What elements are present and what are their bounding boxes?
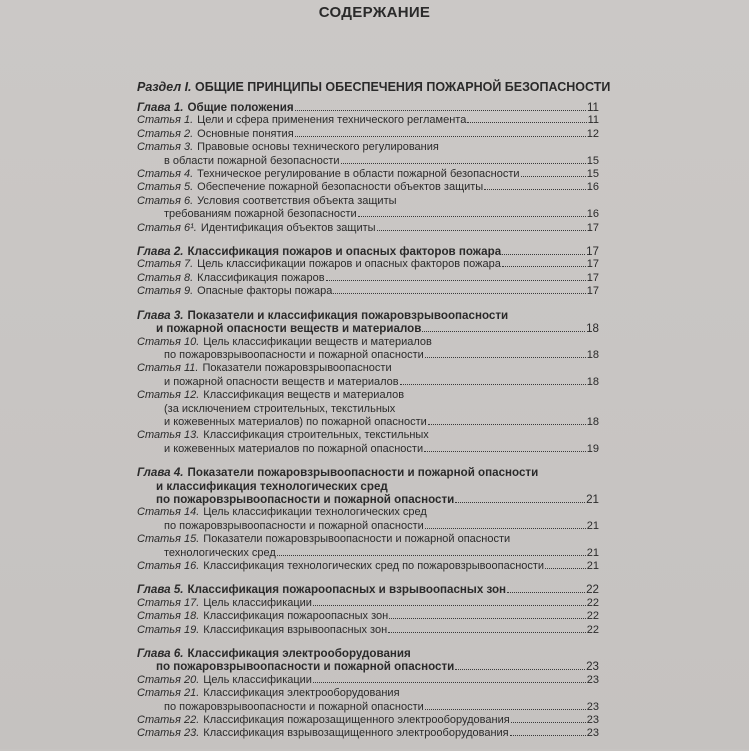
article-title-continued: и кожевенных материалов по пожарной опасности <box>164 442 424 455</box>
chapter-block <box>137 647 599 741</box>
chapter-block <box>137 101 599 235</box>
chapter-row <box>137 493 599 506</box>
article-title: Цель классификации веществ и материалов <box>203 335 432 348</box>
article-row <box>137 506 599 519</box>
article-row <box>137 349 599 362</box>
article-title: Классификация взрывоопасных зон <box>203 623 388 636</box>
dot-leader <box>295 136 586 137</box>
page-number: 15 <box>586 154 599 167</box>
article-row <box>137 362 599 375</box>
article-title: Показатели пожаровзрывоопасности <box>202 362 392 375</box>
dot-leader <box>467 122 586 123</box>
article-title: Идентификация объектов защиты <box>200 221 376 234</box>
article-label: Статья 13. <box>137 429 200 442</box>
page-number: 22 <box>586 623 599 636</box>
section-label: Раздел I. <box>137 80 192 94</box>
article-label: Статья 22. <box>137 714 200 727</box>
chapter-title: Классификация электрооборудования <box>187 647 411 661</box>
dot-leader <box>388 632 586 633</box>
chapter-block <box>137 583 599 637</box>
article-row <box>137 727 599 740</box>
dot-leader <box>277 555 586 556</box>
article-row <box>137 560 599 573</box>
chapter-title: Классификация пожаров и опасных факторов пожара <box>187 245 502 259</box>
article-row <box>137 114 599 127</box>
chapter-block <box>137 466 599 573</box>
article-row <box>137 141 599 154</box>
article-title: Правовые основы технического регулирования <box>197 141 439 154</box>
chapter-title-continued: и классификация технологических сред <box>156 479 388 493</box>
chapter-label: Глава 4. <box>137 466 184 480</box>
chapter-row <box>137 101 599 114</box>
article-row <box>137 547 599 560</box>
dot-leader <box>425 528 586 529</box>
page-number: 23 <box>586 714 599 727</box>
chapter-title-continued: по пожаровзрывоопасности и пожарной опасности <box>156 492 455 506</box>
dot-leader <box>507 592 585 593</box>
article-row <box>137 285 599 298</box>
section-heading <box>137 80 610 94</box>
article-label: Статья 8. <box>137 271 194 284</box>
chapter-title-continued: и пожарной опасности веществ и материалов <box>156 322 422 336</box>
article-title-continued: требованиям пожарной безопасности <box>164 208 357 221</box>
chapter-block <box>137 245 599 299</box>
article-row <box>137 701 599 714</box>
article-row <box>137 674 599 687</box>
article-title: Цель классификации технологических сред <box>203 506 427 519</box>
chapter-label: Глава 5. <box>137 583 184 597</box>
page-number: 17 <box>586 271 599 284</box>
article-row <box>137 336 599 349</box>
article-label: Статья 20. <box>137 673 200 686</box>
article-row <box>137 376 599 389</box>
dot-leader <box>326 280 586 281</box>
article-row <box>137 195 599 208</box>
article-title-continued: в области пожарной безопасности <box>164 154 340 167</box>
chapter-title-continued: по пожаровзрывоопасности и пожарной опасности <box>156 660 455 674</box>
dot-leader <box>502 254 585 255</box>
section-title: ОБЩИЕ ПРИНЦИПЫ ОБЕСПЕЧЕНИЯ ПОЖАРНОЙ БЕЗОПАСНОСТИ <box>195 80 611 94</box>
page-number: 18 <box>586 348 599 361</box>
article-title-continued: по пожаровзрывоопасности и пожарной опасности <box>164 700 424 713</box>
article-title-continued: технологических сред <box>164 546 276 559</box>
article-title: Классификация пожарозащищенного электрооборудования <box>203 714 510 727</box>
page-number: 21 <box>586 519 599 532</box>
dot-leader <box>455 669 585 670</box>
page-number: 11 <box>586 101 599 114</box>
article-row <box>137 258 599 271</box>
article-label: Статья 10. <box>137 335 200 348</box>
page-number: 18 <box>586 375 599 388</box>
article-label: Статья 11. <box>137 362 199 375</box>
article-row <box>137 128 599 141</box>
article-title: Классификация веществ и материалов <box>203 389 405 402</box>
article-row <box>137 208 599 221</box>
article-label: Статья 5. <box>137 181 194 194</box>
article-title: Показатели пожаровзрывоопасности и пожарной опасности <box>203 533 511 546</box>
article-title: Цели и сфера применения технического регламента <box>197 114 467 127</box>
article-label: Статья 6¹. <box>137 221 197 234</box>
chapter-label: Глава 6. <box>137 647 184 661</box>
article-label: Статья 15. <box>137 533 200 546</box>
page-number: 17 <box>586 221 599 234</box>
article-label: Статья 12. <box>137 389 200 402</box>
article-title-continued: (за исключением строительных, текстильных <box>164 402 396 415</box>
chapter-label: Глава 1. <box>137 101 184 114</box>
article-row <box>137 222 599 235</box>
article-label: Статья 23. <box>137 727 200 740</box>
page-number: 18 <box>586 415 599 428</box>
article-title: Цель классификации пожаров и опасных факторов пожара <box>197 258 501 271</box>
article-row <box>137 416 599 429</box>
article-row <box>137 155 599 168</box>
chapter-title: Показатели пожаровзрывоопасности и пожарной опасности <box>187 466 539 480</box>
page-number: 23 <box>586 700 599 713</box>
dot-leader <box>400 384 586 385</box>
article-label: Статья 17. <box>137 596 200 609</box>
article-label: Статья 4. <box>137 168 194 181</box>
page-number: 23 <box>586 673 599 686</box>
dot-leader <box>425 709 586 710</box>
article-title: Опасные факторы пожара <box>197 285 333 298</box>
chapter-title: Общие положения <box>187 101 294 114</box>
chapter-row <box>137 583 599 596</box>
page-number: 22 <box>586 610 599 623</box>
article-title-continued: и пожарной опасности веществ и материалов <box>164 375 399 388</box>
article-row <box>137 389 599 402</box>
page-number: 23 <box>586 727 599 740</box>
dot-leader <box>545 568 586 569</box>
chapter-row <box>137 309 599 322</box>
page-number: 22 <box>586 583 599 597</box>
article-title: Условия соответствия объекта защиты <box>197 194 397 207</box>
page-number: 19 <box>586 442 599 455</box>
dot-leader <box>333 293 585 294</box>
article-title: Цель классификации <box>203 596 312 609</box>
article-title: Классификация пожаров <box>197 271 325 284</box>
article-label: Статья 1. <box>137 114 194 127</box>
page-number: 12 <box>586 127 599 140</box>
article-row <box>137 687 599 700</box>
page-number: 15 <box>586 168 599 181</box>
article-title-continued: и кожевенных материалов) по пожарной опасности <box>164 415 427 428</box>
article-title: Классификация технологических сред по пожаровзрывоопасности <box>203 560 545 572</box>
article-label: Статья 6. <box>137 194 194 207</box>
dot-leader <box>424 451 586 452</box>
dot-leader <box>313 605 586 606</box>
chapter-row <box>137 660 599 673</box>
page-number: 23 <box>586 660 599 674</box>
article-row <box>137 624 599 637</box>
article-label: Статья 19. <box>137 623 200 636</box>
article-row <box>137 168 599 181</box>
article-label: Статья 21. <box>137 687 200 700</box>
page-number: 16 <box>586 208 599 221</box>
dot-leader <box>521 176 586 177</box>
dot-leader <box>422 331 585 332</box>
article-label: Статья 14. <box>137 506 200 519</box>
article-title: Основные понятия <box>197 127 294 140</box>
page-number: 17 <box>586 245 599 259</box>
article-row <box>137 520 599 533</box>
dot-leader <box>428 424 586 425</box>
dot-leader <box>389 618 586 619</box>
chapter-row <box>137 322 599 335</box>
article-title: Классификация строительных, текстильных <box>203 429 429 442</box>
dot-leader <box>510 735 586 736</box>
article-title: Классификация пожароопасных зон <box>203 610 389 623</box>
article-row <box>137 533 599 546</box>
chapter-label: Глава 2. <box>137 245 184 259</box>
article-label: Статья 3. <box>137 141 194 154</box>
chapter-title: Показатели и классификация пожаровзрывоопасности <box>187 308 509 322</box>
article-label: Статья 2. <box>137 127 194 140</box>
page-title: СОДЕРЖАНИЕ <box>318 4 431 21</box>
article-row <box>137 443 599 456</box>
chapter-block <box>137 309 599 456</box>
chapter-label: Глава 3. <box>137 308 184 322</box>
article-title-continued: по пожаровзрывоопасности и пожарной опасности <box>164 519 424 532</box>
page-number: 21 <box>586 560 599 572</box>
article-title: Классификация взрывозащищенного электрооборудования <box>203 727 509 740</box>
chapter-row <box>137 466 599 479</box>
table-of-contents <box>137 101 599 751</box>
article-title: Техническое регулирование в области пожарной безопасности <box>197 168 520 181</box>
dot-leader <box>484 189 586 190</box>
chapter-row <box>137 647 599 660</box>
article-label: Статья 7. <box>137 258 194 271</box>
chapter-row <box>137 245 599 258</box>
article-title: Обеспечение пожарной безопасности объектов защиты <box>197 181 484 194</box>
page-number: 11 <box>587 114 599 127</box>
dot-leader <box>295 110 586 111</box>
dot-leader <box>377 230 586 231</box>
page-number: 22 <box>586 596 599 609</box>
page-number: 21 <box>586 546 599 559</box>
article-title-continued: по пожаровзрывоопасности и пожарной опасности <box>164 348 424 361</box>
page-number: 21 <box>586 492 599 506</box>
article-row <box>137 610 599 623</box>
dot-leader <box>502 266 586 267</box>
dot-leader <box>511 722 586 723</box>
article-row <box>137 597 599 610</box>
dot-leader <box>313 682 586 683</box>
article-label: Статья 16. <box>137 560 200 572</box>
article-row <box>137 272 599 285</box>
article-label: Статья 18. <box>137 610 200 623</box>
article-title: Классификация электрооборудования <box>203 687 400 700</box>
dot-leader <box>358 216 586 217</box>
page-number: 16 <box>586 181 599 194</box>
dot-leader <box>455 502 585 503</box>
article-row <box>137 181 599 194</box>
chapter-title: Классификация пожароопасных и взрывоопасных зон <box>187 583 507 597</box>
article-row <box>137 403 599 416</box>
page-number: 18 <box>586 322 599 336</box>
dot-leader <box>425 357 586 358</box>
article-row <box>137 714 599 727</box>
dot-leader <box>341 163 586 164</box>
page-number: 17 <box>586 258 599 271</box>
article-row <box>137 429 599 442</box>
page-number: 17 <box>586 285 599 298</box>
article-title: Цель классификации <box>203 673 312 686</box>
chapter-row <box>137 480 599 493</box>
article-label: Статья 9. <box>137 285 194 298</box>
